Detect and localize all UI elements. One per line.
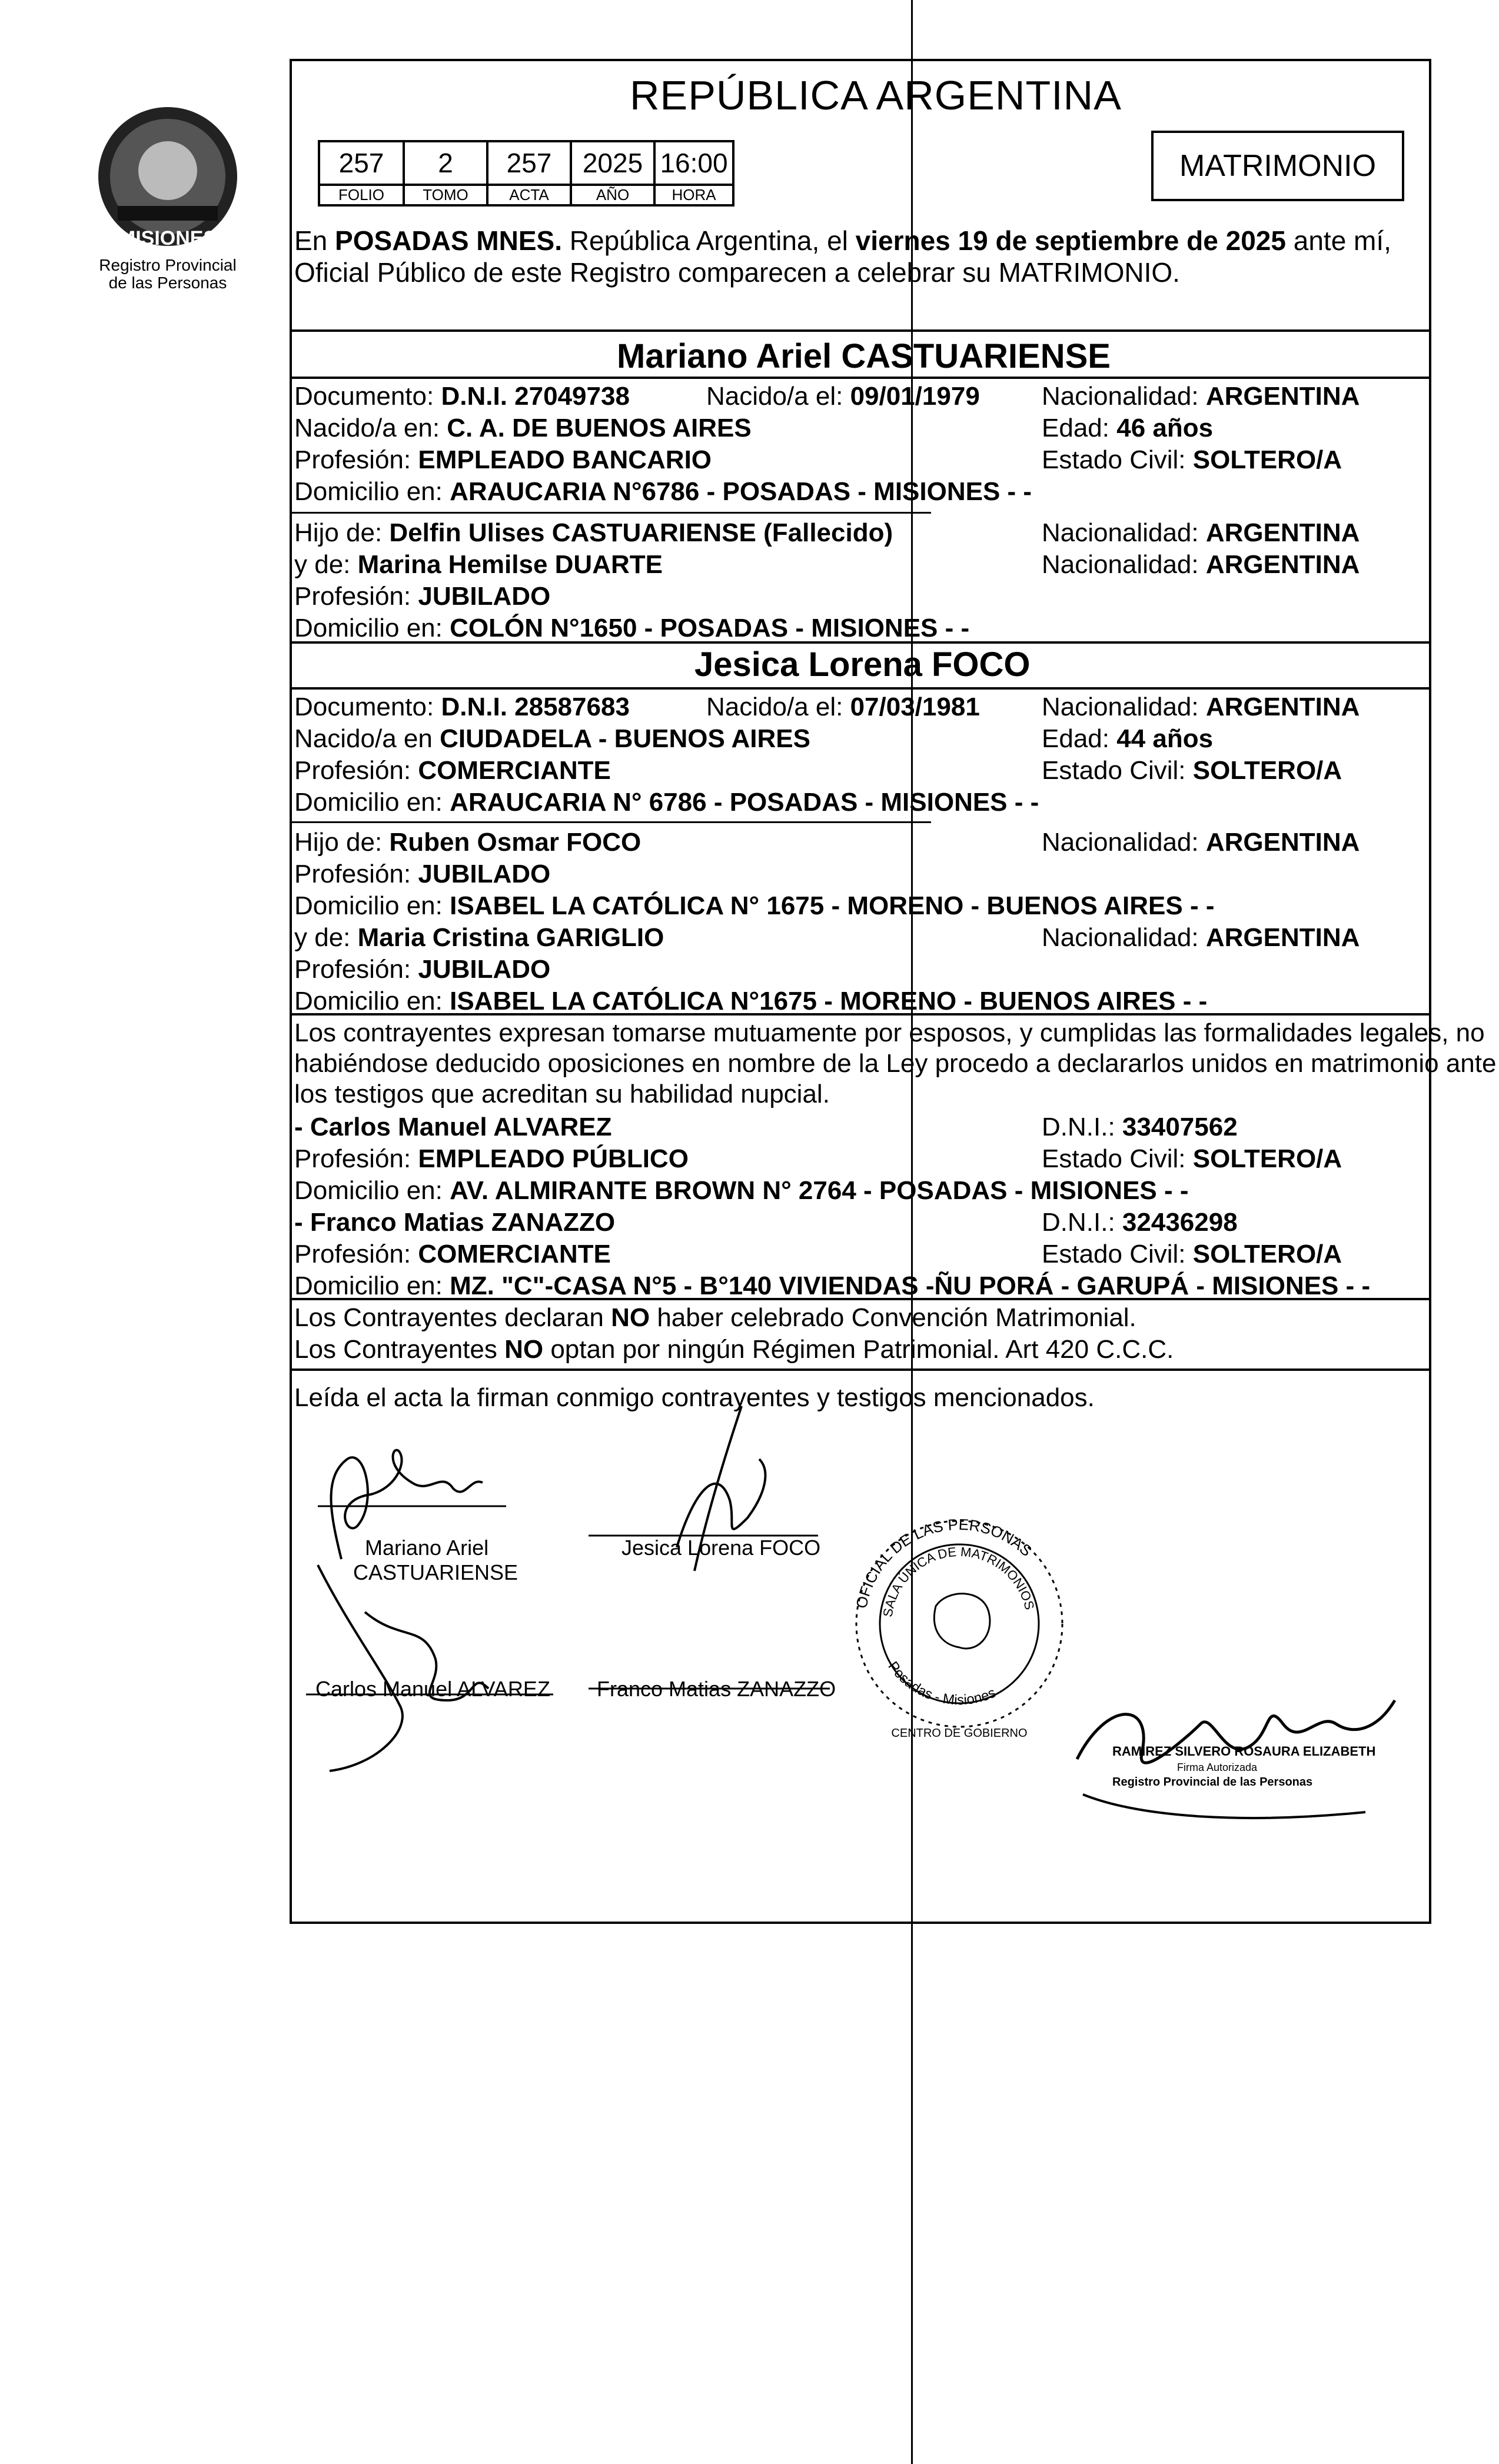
groom-sign-name-2: CASTUARIENSE: [353, 1560, 518, 1584]
groom-father-nationality: Nacionalidad: ARGENTINA: [1042, 518, 1360, 547]
logo-caption-2: de las Personas: [108, 274, 227, 292]
declaration-line-2: habiéndose deducido oposiciones en nombre de la Ley procedo a declararlos unidos en matrimonio ante: [294, 1049, 1497, 1078]
groom-father: Hijo de: Delfin Ulises CASTUARIENSE (Fallecido): [294, 518, 893, 547]
witness-2-sign-name: Franco Matias ZANAZZO: [597, 1677, 836, 1701]
witness-1-civil-status: Estado Civil: SOLTERO/A: [1042, 1144, 1342, 1173]
svg-text:OFICIAL DE LAS PERSONAS: OFICIAL DE LAS PERSONAS: [852, 1515, 1036, 1610]
bride-mother-profession: Profesión: JUBILADO: [294, 955, 551, 984]
officer-name: RAMIREZ SILVERO ROSAURA ELIZABETH: [1112, 1744, 1376, 1759]
tomo-value: 2: [404, 141, 487, 185]
logo-arc-text: PROVINCIA DE: [91, 88, 206, 144]
bride-age: Edad: 44 años: [1042, 724, 1214, 753]
logo-band-text: MISIONES: [118, 227, 217, 249]
groom-civil-status: Estado Civil: SOLTERO/A: [1042, 445, 1342, 474]
groom-parents-address: Domicilio en: COLÓN N°1650 - POSADAS - MISIONES - -: [294, 614, 970, 642]
groom-age: Edad: 46 años: [1042, 414, 1214, 442]
svg-text:Posadas - Misiones: Posadas - Misiones: [885, 1659, 998, 1709]
intro-line-2: Oficial Público de este Registro comparecen a celebrar su MATRIMONIO.: [294, 257, 1180, 288]
groom-mother: y de: Marina Hemilse DUARTE: [294, 550, 663, 579]
official-seal: [842, 1506, 1077, 1742]
groom-mother-nationality: Nacionalidad: ARGENTINA: [1042, 550, 1360, 579]
bride-name: Jesica Lorena FOCO: [694, 645, 1031, 684]
regime-line-2: Los Contrayentes NO optan por ningún Régimen Patrimonial. Art 420 C.C.C.: [294, 1335, 1174, 1364]
signature-witness-1: [294, 1553, 565, 1777]
registry-logo: [82, 88, 253, 292]
declaration-line-1: Los contrayentes expresan tomarse mutuamente por esposos, y cumplidas las formalidades legales, no: [294, 1018, 1485, 1047]
ano-label: AÑO: [571, 185, 654, 205]
bride-sign-name: Jesica Lorena FOCO: [621, 1536, 821, 1560]
svg-text:SALA ÚNICA DE MATRIMONIOS: SALA ÚNICA DE MATRIMONIOS: [880, 1544, 1038, 1618]
groom-doc: Documento: D.N.I. 27049738: [294, 382, 630, 411]
declaration-line-3: los testigos que acreditan su habilidad nupcial.: [294, 1080, 830, 1108]
groom-birthplace: Nacido/a en: C. A. DE BUENOS AIRES: [294, 414, 752, 442]
witness-2-address: Domicilio en: MZ. "C"-CASA N°5 - B°140 VIVIENDAS -ÑU PORÁ - GARUPÁ - MISIONES - -: [294, 1271, 1371, 1300]
acta-label: ACTA: [487, 185, 571, 205]
bride-father-nationality: Nacionalidad: ARGENTINA: [1042, 828, 1360, 857]
bride-birthplace: Nacido/a en CIUDADELA - BUENOS AIRES: [294, 724, 810, 753]
tomo-label: TOMO: [404, 185, 487, 205]
page-title: REPÚBLICA ARGENTINA: [630, 72, 1122, 118]
bride-doc: Documento: D.N.I. 28587683: [294, 692, 630, 721]
acta-value: 257: [487, 141, 571, 185]
witness-2-profession: Profesión: COMERCIANTE: [294, 1240, 611, 1268]
record-table: [318, 140, 734, 207]
bride-father: Hijo de: Ruben Osmar FOCO: [294, 828, 642, 857]
regime-line-1: Los Contrayentes declaran NO haber celebrado Convención Matrimonial.: [294, 1303, 1136, 1332]
officer-role-2: Registro Provincial de las Personas: [1112, 1776, 1313, 1789]
bride-civil-status: Estado Civil: SOLTERO/A: [1042, 756, 1342, 785]
bride-father-profession: Profesión: JUBILADO: [294, 860, 551, 888]
groom-sign-name-1: Mariano Ariel: [365, 1536, 489, 1560]
witness-1-profession: Profesión: EMPLEADO PÚBLICO: [294, 1144, 689, 1173]
groom-name: Mariano Ariel CASTUARIENSE: [617, 337, 1111, 375]
hora-value: 16:00: [654, 141, 733, 185]
act-type-box: MATRIMONIO: [1151, 131, 1404, 201]
witness-2-civil-status: Estado Civil: SOLTERO/A: [1042, 1240, 1342, 1268]
groom-nationality: Nacionalidad: ARGENTINA: [1042, 382, 1360, 411]
witness-1-address: Domicilio en: AV. ALMIRANTE BROWN N° 2764 - POSADAS - MISIONES - -: [294, 1176, 1189, 1205]
witness-1-sign-name: Carlos Manuel ALVAREZ: [315, 1677, 550, 1701]
ano-value: 2025: [571, 141, 654, 185]
folio-label: FOLIO: [319, 185, 404, 205]
bride-nationality: Nacionalidad: ARGENTINA: [1042, 692, 1360, 721]
witness-2-id: D.N.I.: 32436298: [1042, 1208, 1238, 1237]
bride-profession: Profesión: COMERCIANTE: [294, 756, 611, 785]
groom-birthdate: Nacido/a el: 09/01/1979: [706, 382, 980, 411]
logo-caption-1: Registro Provincial: [99, 256, 237, 274]
bride-mother-nationality: Nacionalidad: ARGENTINA: [1042, 923, 1360, 952]
folio-value: 257: [319, 141, 404, 185]
bride-father-address: Domicilio en: ISABEL LA CATÓLICA N° 1675 - MORENO - BUENOS AIRES - -: [294, 891, 1215, 920]
groom-profession: Profesión: EMPLEADO BANCARIO: [294, 445, 712, 474]
bride-mother: y de: Maria Cristina GARIGLIO: [294, 923, 664, 952]
closing-text: Leída el acta la firman conmigo contrayentes y testigos mencionados.: [294, 1383, 1095, 1412]
bride-address: Domicilio en: ARAUCARIA N° 6786 - POSADAS - MISIONES - -: [294, 788, 1039, 817]
bride-mother-address: Domicilio en: ISABEL LA CATÓLICA N°1675 - MORENO - BUENOS AIRES - -: [294, 987, 1208, 1015]
witness-1-name: - Carlos Manuel ALVAREZ: [294, 1113, 612, 1141]
witness-2-name: - Franco Matias ZANAZZO: [294, 1208, 616, 1237]
hora-label: HORA: [654, 185, 733, 205]
witness-1-id: D.N.I.: 33407562: [1042, 1113, 1238, 1141]
svg-text:CENTRO DE GOBIERNO: CENTRO DE GOBIERNO: [891, 1727, 1028, 1740]
intro-line-1: En POSADAS MNES. República Argentina, el viernes 19 de septiembre de 2025 ante mí,: [294, 225, 1391, 256]
bride-birthdate: Nacido/a el: 07/03/1981: [706, 692, 980, 721]
groom-address: Domicilio en: ARAUCARIA N°6786 - POSADAS - MISIONES - -: [294, 477, 1032, 506]
groom-parents-profession: Profesión: JUBILADO: [294, 582, 551, 611]
officer-role-1: Firma Autorizada: [1177, 1762, 1258, 1773]
